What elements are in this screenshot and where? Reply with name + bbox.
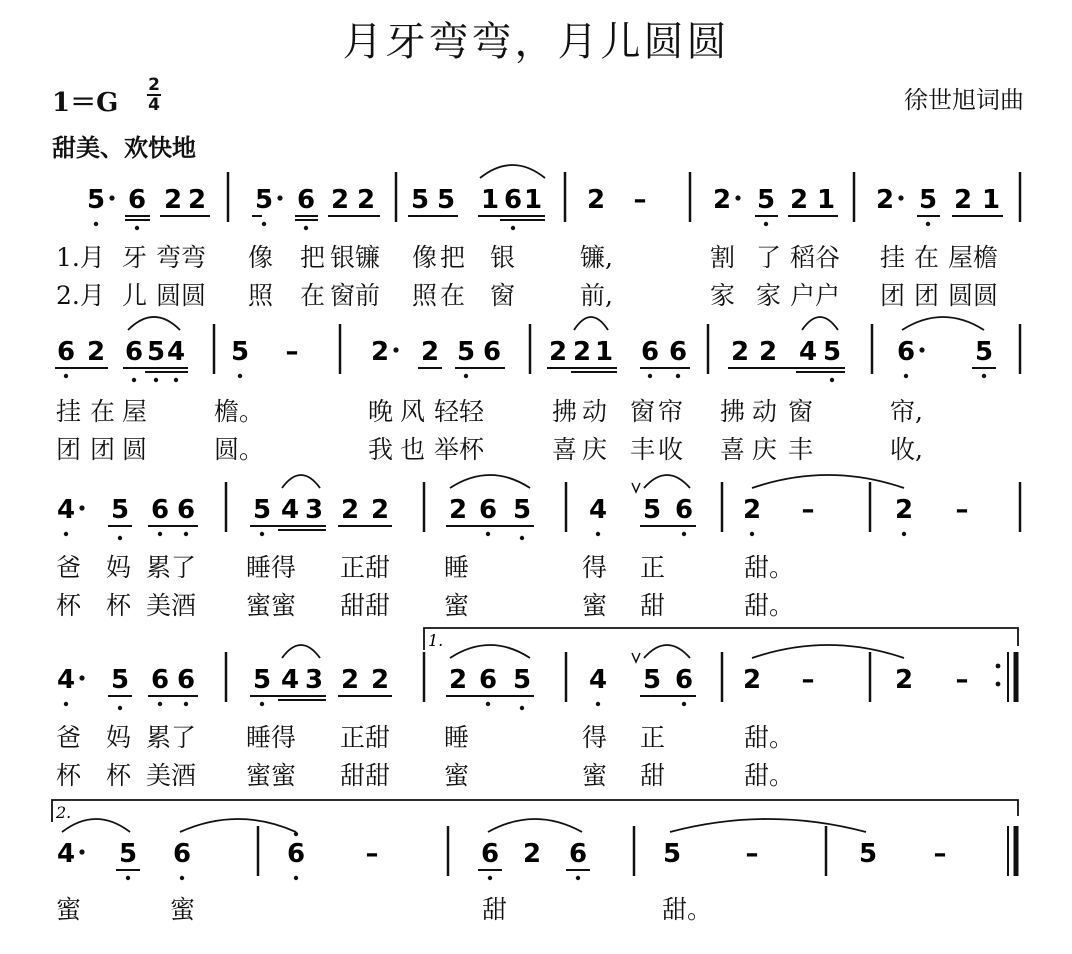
note: 3 — [304, 665, 324, 695]
lyric-syllable: 轻轻 — [434, 397, 485, 426]
octave-dot-low — [158, 702, 162, 706]
slur — [802, 317, 838, 330]
note: 6 — [674, 495, 694, 525]
octave-dot-low — [158, 532, 162, 536]
lyric-syllable: 窗 — [630, 397, 656, 426]
volta-1-bracket — [424, 628, 1018, 650]
note: 5 — [110, 495, 130, 525]
octave-dot-low — [596, 532, 600, 536]
slur — [450, 475, 530, 488]
octave-dot-low — [64, 532, 68, 536]
repeat-dot — [996, 664, 1001, 669]
lyric-syllable: 睡得 — [246, 553, 297, 582]
note: – — [745, 839, 759, 869]
note: 6 — [150, 665, 170, 695]
note: 5 — [436, 185, 456, 215]
lyric-syllable: 镰, — [580, 243, 613, 272]
note: 2 — [875, 185, 895, 215]
lyric-syllable: 睡 — [444, 723, 470, 752]
note: 5 — [86, 185, 106, 215]
lyric-syllable: 杯 — [106, 591, 132, 620]
lyric-syllable: 睡得 — [246, 723, 297, 752]
lyric-syllable: 帘 — [658, 397, 684, 426]
note: 2 — [894, 495, 914, 525]
note: 6 — [124, 337, 144, 367]
lyric-line — [0, 890, 1072, 924]
octave-dot-low — [135, 226, 139, 230]
note: 6 — [482, 337, 502, 367]
lyric-syllable: 团 — [90, 435, 116, 464]
note: 6 — [568, 839, 588, 869]
note: 2 — [370, 495, 390, 525]
lyric-syllable: 蜜蜜 — [246, 761, 297, 790]
octave-dot-high — [294, 832, 298, 836]
note: 4 — [280, 665, 300, 695]
octave-dot-low — [262, 222, 266, 226]
lyric-syllable: 在 — [440, 281, 466, 310]
key-signature: 1＝G — [52, 88, 119, 118]
octave-dot-low — [511, 226, 515, 230]
octave-dot-low — [64, 702, 68, 706]
note: 6 — [668, 337, 688, 367]
lyric-syllable: 圆圆 — [156, 281, 207, 310]
lyric-syllable: 蜜 — [56, 895, 82, 924]
lyric-syllable: 1.月 — [56, 243, 105, 272]
lyric-syllable: 收 — [658, 435, 684, 464]
lyric-line — [0, 276, 1072, 310]
note: 5 — [110, 665, 130, 695]
octave-dot-low — [486, 702, 490, 706]
note: 5 — [456, 337, 476, 367]
octave-dot-low — [238, 374, 242, 378]
note: 2 — [420, 337, 440, 367]
lyric-syllable: 喜 — [720, 435, 746, 464]
lyric-syllable: 喜 — [552, 435, 578, 464]
lyric-syllable: 正 — [640, 553, 666, 582]
note: 5 — [858, 839, 878, 869]
note: – — [633, 185, 647, 215]
note: 5 — [118, 839, 138, 869]
octave-dot-low — [520, 536, 524, 540]
slur — [670, 819, 866, 832]
lyric-syllable: 甜。 — [662, 895, 713, 924]
note: 6 — [176, 495, 196, 525]
lyric-syllable: 在 — [914, 243, 940, 272]
lyric-syllable: 把 — [440, 243, 466, 272]
slur — [128, 317, 180, 330]
lyric-syllable: 银 — [490, 243, 516, 272]
note: 2 — [448, 665, 468, 695]
octave-dot-low — [118, 536, 122, 540]
lyric-syllable: 累了 — [146, 723, 197, 752]
octave-dot-low — [184, 532, 188, 536]
note: 6 — [478, 495, 498, 525]
lyric-syllable: 甜。 — [744, 761, 795, 790]
lyric-syllable: 也 — [400, 435, 426, 464]
lyric-syllable: 屋 — [122, 397, 148, 426]
note: 2 — [86, 337, 106, 367]
lyric-syllable: 挂 — [56, 397, 82, 426]
note: 4 — [588, 495, 608, 525]
lyric-syllable: 举杯 — [434, 435, 485, 464]
breath-mark — [632, 483, 640, 492]
note: 6 — [674, 665, 694, 695]
note: 2 — [340, 495, 360, 525]
lyric-syllable: 美酒 — [146, 761, 197, 790]
lyric-syllable: 团 — [56, 435, 82, 464]
lyric-syllable: 甜甜 — [340, 761, 391, 790]
octave-dot-low — [184, 702, 188, 706]
lyric-syllable: 爸 — [56, 723, 82, 752]
octave-dot-low — [94, 222, 98, 226]
lyric-syllable: 牙 — [122, 243, 148, 272]
note: 2 — [586, 185, 606, 215]
note: 2 — [522, 839, 542, 869]
lyric-syllable: 爸 — [56, 553, 82, 582]
lyric-line — [0, 756, 1072, 790]
octave-dot-low — [648, 374, 652, 378]
lyric-syllable: 挂 — [880, 243, 906, 272]
note: – — [801, 495, 815, 525]
octave-dot-low — [520, 706, 524, 710]
note: – — [801, 665, 815, 695]
lyric-syllable: 杯 — [56, 761, 82, 790]
note: 5 — [822, 337, 842, 367]
note: 6 — [172, 839, 192, 869]
note: 1 — [981, 185, 1001, 215]
lyric-syllable: 前, — [580, 281, 613, 310]
lyric-syllable: 甜。 — [744, 723, 795, 752]
page-title: 月牙弯弯，月儿圆圆 — [342, 19, 730, 65]
note: 4 — [280, 495, 300, 525]
note: 2 — [894, 665, 914, 695]
lyric-syllable: 得 — [582, 723, 608, 752]
octave-dot-low — [174, 378, 178, 382]
note: 6 — [56, 337, 76, 367]
lyric-syllable: 妈 — [106, 723, 132, 752]
slur — [644, 645, 690, 658]
octave-dot-low — [596, 702, 600, 706]
note: 2 — [742, 495, 762, 525]
lyric-syllable: 照 — [248, 281, 274, 310]
note: 2 — [548, 337, 568, 367]
note: – — [955, 495, 969, 525]
note: 5 — [662, 839, 682, 869]
lyric-syllable: 屋檐 — [948, 243, 999, 272]
lyric-syllable: 拂 — [720, 397, 746, 426]
lyric-syllable: 家 — [710, 281, 736, 310]
lyric-syllable: 了 — [756, 243, 782, 272]
lyric-syllable: 杯 — [56, 591, 82, 620]
octave-dot-low — [486, 532, 490, 536]
note: 1 — [480, 185, 500, 215]
slur — [488, 819, 582, 832]
tempo-marking: 甜美、欢快地 — [52, 133, 196, 162]
octave-dot-low — [926, 222, 930, 226]
note: 4 — [166, 337, 186, 367]
lyric-syllable: 2.月 — [56, 281, 105, 310]
note: 6 — [480, 839, 500, 869]
note: – — [285, 337, 299, 367]
octave-dot-low — [982, 374, 986, 378]
augmentation-dot — [79, 849, 84, 854]
note: – — [955, 665, 969, 695]
octave-dot-low — [764, 222, 768, 226]
octave-dot-low — [64, 374, 68, 378]
composer-credit: 徐世旭词曲 — [904, 86, 1024, 114]
lyric-syllable: 窗 — [788, 397, 814, 426]
lyric-line — [0, 392, 1072, 426]
lyric-syllable: 收, — [890, 435, 923, 464]
lyric-line — [0, 238, 1072, 272]
lyric-syllable: 蜜 — [582, 761, 608, 790]
note: 6 — [286, 839, 306, 869]
time-signature-top: 2 — [148, 75, 160, 95]
lyric-syllable: 蜜 — [444, 591, 470, 620]
lyric-syllable: 拂 — [552, 397, 578, 426]
note: 1 — [816, 185, 836, 215]
octave-dot-low — [154, 378, 158, 382]
lyric-syllable: 正 — [640, 723, 666, 752]
note: 5 — [642, 495, 662, 525]
time-signature-bottom: 4 — [148, 95, 160, 115]
lyric-syllable: 甜甜 — [340, 591, 391, 620]
lyric-syllable: 帘, — [890, 397, 923, 426]
augmentation-dot — [277, 195, 282, 200]
note: 5 — [410, 185, 430, 215]
octave-dot-low — [750, 532, 754, 536]
lyric-syllable: 照 — [412, 281, 438, 310]
slur — [282, 475, 320, 488]
note: 2 — [187, 185, 207, 215]
lyric-syllable: 正甜 — [340, 723, 391, 752]
note: 2 — [330, 185, 350, 215]
lyric-syllable: 妈 — [106, 553, 132, 582]
note: 5 — [974, 337, 994, 367]
note: 4 — [588, 665, 608, 695]
lyric-syllable: 圆圆 — [948, 281, 999, 310]
lyric-syllable: 累了 — [146, 553, 197, 582]
octave-dot-low — [304, 226, 308, 230]
slur — [574, 317, 608, 330]
lyric-syllable: 檐。 — [214, 397, 265, 426]
note: 2 — [163, 185, 183, 215]
augmentation-dot — [898, 195, 903, 200]
note: 5 — [230, 337, 250, 367]
note: 3 — [304, 495, 324, 525]
note: 6 — [296, 185, 316, 215]
lyric-syllable: 甜。 — [744, 591, 795, 620]
lyric-syllable: 家 — [756, 281, 782, 310]
slur — [644, 475, 690, 488]
lyric-syllable: 正甜 — [340, 553, 391, 582]
note: 2 — [953, 185, 973, 215]
note: 5 — [254, 185, 274, 215]
lyric-syllable: 甜。 — [744, 553, 795, 582]
note: 5 — [252, 665, 272, 695]
octave-dot-low — [830, 378, 834, 382]
slur — [480, 165, 545, 178]
octave-dot-low — [180, 876, 184, 880]
augmentation-dot — [79, 505, 84, 510]
lyric-syllable: 把 — [300, 243, 326, 272]
note: 6 — [176, 665, 196, 695]
note: 5 — [512, 495, 532, 525]
octave-dot-low — [132, 378, 136, 382]
note: 2 — [712, 185, 732, 215]
lyric-syllable: 蜜 — [582, 591, 608, 620]
note: 2 — [448, 495, 468, 525]
octave-dot-low — [260, 702, 264, 706]
lyric-line — [0, 718, 1072, 752]
lyric-line — [0, 430, 1072, 464]
note: 2 — [340, 665, 360, 695]
lyric-syllable: 丰 — [788, 435, 814, 464]
lyric-syllable: 庆 — [582, 435, 608, 464]
octave-dot-low — [682, 702, 686, 706]
repeat-dot — [996, 682, 1001, 687]
note: 5 — [512, 665, 532, 695]
lyric-syllable: 蜜蜜 — [246, 591, 297, 620]
augmentation-dot — [735, 195, 740, 200]
octave-dot-low — [464, 374, 468, 378]
lyric-syllable: 户户 — [790, 281, 841, 310]
octave-dot-low — [682, 532, 686, 536]
lyric-syllable: 窗前 — [330, 281, 381, 310]
lyric-syllable: 割 — [710, 243, 736, 272]
lyric-syllable: 晚 — [368, 397, 394, 426]
lyric-syllable: 圆 — [122, 435, 148, 464]
augmentation-dot — [109, 195, 114, 200]
lyric-line — [0, 548, 1072, 582]
note: 2 — [742, 665, 762, 695]
lyric-syllable: 甜 — [640, 591, 666, 620]
octave-dot-low — [902, 532, 906, 536]
lyric-syllable: 蜜 — [170, 895, 196, 924]
lyric-syllable: 弯弯 — [156, 243, 207, 272]
note: 1 — [594, 337, 614, 367]
lyric-syllable: 杯 — [106, 761, 132, 790]
breath-mark — [632, 653, 640, 662]
octave-dot-low — [904, 374, 908, 378]
note: 2 — [758, 337, 778, 367]
lyric-syllable: 庆 — [752, 435, 778, 464]
lyric-syllable: 动 — [752, 397, 778, 426]
slur — [752, 645, 904, 658]
augmentation-dot — [79, 675, 84, 680]
note: 5 — [642, 665, 662, 695]
lyric-syllable: 丰 — [630, 435, 656, 464]
lyric-syllable: 像 — [248, 243, 274, 272]
lyric-syllable: 稻谷 — [790, 243, 841, 272]
lyric-syllable: 我 — [368, 435, 394, 464]
lyric-syllable: 圆。 — [214, 435, 265, 464]
octave-dot-low — [260, 532, 264, 536]
lyric-syllable: 蜜 — [444, 761, 470, 790]
note: 5 — [756, 185, 776, 215]
lyric-syllable: 得 — [582, 553, 608, 582]
note: 1 — [523, 185, 543, 215]
lyric-syllable: 团 — [914, 281, 940, 310]
note: – — [365, 839, 379, 869]
note: 4 — [56, 839, 76, 869]
note: 2 — [572, 337, 592, 367]
note: 4 — [798, 337, 818, 367]
lyric-syllable: 动 — [582, 397, 608, 426]
note: 6 — [896, 337, 916, 367]
lyric-syllable: 窗 — [490, 281, 516, 310]
augmentation-dot — [919, 347, 924, 352]
octave-dot-low — [676, 374, 680, 378]
note: 2 — [370, 337, 390, 367]
note: 5 — [918, 185, 938, 215]
volta-1-label: 1. — [428, 631, 444, 650]
note: 6 — [503, 185, 523, 215]
lyric-syllable: 睡 — [444, 553, 470, 582]
note: 6 — [640, 337, 660, 367]
note: 4 — [56, 495, 76, 525]
slur — [62, 819, 130, 832]
lyric-syllable: 团 — [880, 281, 906, 310]
octave-dot-low — [488, 876, 492, 880]
lyric-line — [0, 586, 1072, 620]
lyric-syllable: 在 — [90, 397, 116, 426]
lyric-syllable: 在 — [300, 281, 326, 310]
octave-dot-low — [126, 876, 130, 880]
octave-dot-low — [294, 876, 298, 880]
octave-dot-low — [118, 706, 122, 710]
lyric-syllable: 美酒 — [146, 591, 197, 620]
note: – — [933, 839, 947, 869]
note: 6 — [478, 665, 498, 695]
lyric-syllable: 像 — [412, 243, 438, 272]
slur — [902, 317, 984, 330]
augmentation-dot — [393, 347, 398, 352]
note: 6 — [150, 495, 170, 525]
lyric-syllable: 银镰 — [330, 243, 381, 272]
lyric-syllable: 甜 — [640, 761, 666, 790]
note: 2 — [789, 185, 809, 215]
lyric-syllable: 甜 — [482, 895, 508, 924]
note: 6 — [127, 185, 147, 215]
slur — [752, 475, 904, 488]
note: 5 — [252, 495, 272, 525]
lyric-syllable: 儿 — [122, 281, 148, 310]
note: 2 — [356, 185, 376, 215]
volta-2-label: 2. — [56, 803, 72, 822]
slur — [282, 645, 320, 658]
note: 2 — [730, 337, 750, 367]
note: 4 — [56, 665, 76, 695]
note: 2 — [370, 665, 390, 695]
octave-dot-low — [576, 876, 580, 880]
slur — [450, 645, 530, 658]
slur — [180, 819, 296, 832]
note: 5 — [146, 337, 166, 367]
lyric-syllable: 风 — [400, 397, 426, 426]
